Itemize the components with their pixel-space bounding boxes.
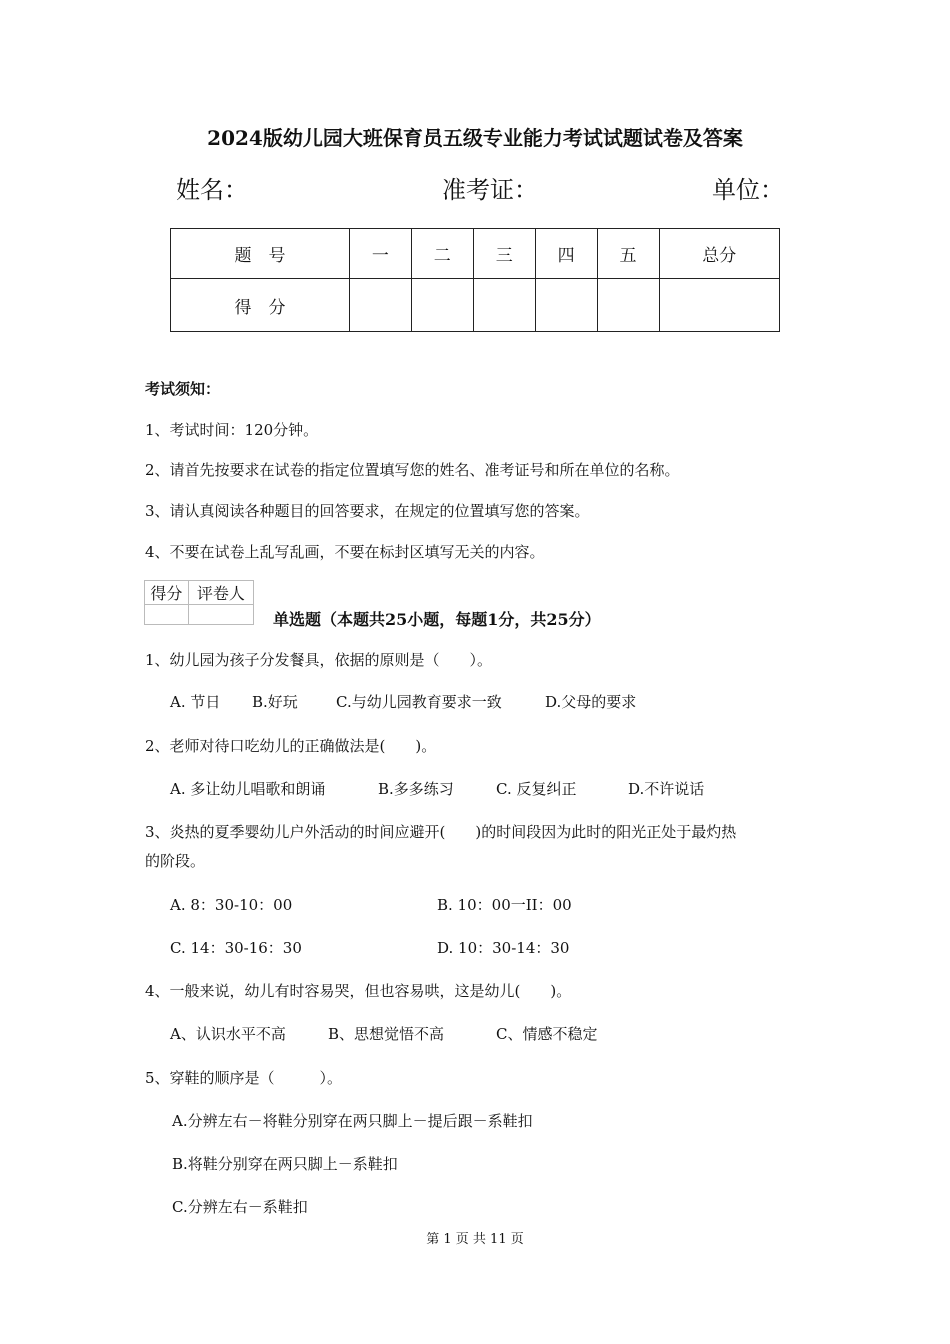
score-cell-total[interactable] bbox=[659, 279, 779, 332]
option-a: A.分辨左右－将鞋分别穿在两只脚上－提后跟－系鞋扣 bbox=[172, 1112, 533, 1130]
option-b: B.多多练习 bbox=[378, 780, 454, 798]
option-c: C.与幼儿园教育要求一致 bbox=[336, 693, 502, 711]
option-b: B. 10：00一II：00 bbox=[437, 896, 572, 914]
page-footer: 第 1 页 共 11 页 bbox=[426, 1232, 524, 1247]
grader-name-label: 评卷人 bbox=[188, 581, 253, 605]
option-c: C. 14：30-16：30 bbox=[170, 939, 302, 957]
option-d: D.不许说话 bbox=[628, 780, 705, 798]
grader-name-cell[interactable] bbox=[188, 605, 253, 625]
option-b: B、思想觉悟不高 bbox=[328, 1025, 445, 1043]
name-field-label: 姓名： bbox=[176, 176, 248, 204]
option-b: B.好玩 bbox=[252, 693, 298, 711]
grader-score-label: 得分 bbox=[145, 581, 189, 605]
score-table-header-label: 题 号 bbox=[171, 229, 350, 279]
grader-score-cell[interactable] bbox=[145, 605, 189, 625]
question-stem: 3、炎热的夏季婴幼儿户外活动的时间应避开( )的时间段因为此时的阳光正处于最灼热 bbox=[145, 823, 737, 841]
notice-item: 2、请首先按要求在试卷的指定位置填写您的姓名、准考证号和所在单位的名称。 bbox=[145, 461, 680, 479]
score-table-row-label: 得 分 bbox=[171, 279, 350, 332]
option-a: A. 多让幼儿唱歌和朗诵 bbox=[170, 780, 326, 798]
score-table-header-3: 三 bbox=[473, 229, 535, 279]
question-stem-continued: 的阶段。 bbox=[145, 852, 206, 870]
score-cell-4[interactable] bbox=[535, 279, 597, 332]
option-d: D.父母的要求 bbox=[545, 693, 637, 711]
question-stem: 2、老师对待口吃幼儿的正确做法是( )。 bbox=[145, 737, 437, 755]
question-stem: 4、一般来说，幼儿有时容易哭，但也容易哄，这是幼儿( )。 bbox=[145, 982, 572, 1000]
question-stem: 1、幼儿园为孩子分发餐具，依据的原则是（ ）。 bbox=[145, 651, 493, 669]
score-table-header-row bbox=[171, 229, 780, 279]
question-stem: 5、穿鞋的顺序是（ ）。 bbox=[145, 1069, 343, 1087]
notice-item: 3、请认真阅读各种题目的回答要求，在规定的位置填写您的答案。 bbox=[145, 502, 590, 520]
option-c: C.分辨左右－系鞋扣 bbox=[172, 1198, 308, 1216]
section-title: 单选题（本题共25小题，每题1分，共25分） bbox=[273, 610, 601, 629]
notice-item: 4、不要在试卷上乱写乱画，不要在标封区填写无关的内容。 bbox=[145, 543, 545, 561]
notice-heading: 考试须知： bbox=[145, 380, 221, 398]
page-title: 2024版幼儿园大班保育员五级专业能力考试试题试卷及答案 bbox=[207, 126, 743, 150]
score-table-header-2: 二 bbox=[411, 229, 473, 279]
score-table-header-5: 五 bbox=[597, 229, 659, 279]
option-a: A. 8：30-10：00 bbox=[170, 896, 293, 914]
option-c: C、情感不稳定 bbox=[496, 1025, 598, 1043]
unit-field-label: 单位： bbox=[712, 176, 784, 204]
option-b: B.将鞋分别穿在两只脚上－系鞋扣 bbox=[172, 1155, 398, 1173]
score-table-header-1: 一 bbox=[349, 229, 411, 279]
score-cell-3[interactable] bbox=[473, 279, 535, 332]
option-d: D. 10：30-14：30 bbox=[437, 939, 570, 957]
score-cell-2[interactable] bbox=[411, 279, 473, 332]
score-cell-5[interactable] bbox=[597, 279, 659, 332]
score-cell-1[interactable] bbox=[349, 279, 411, 332]
grader-box bbox=[144, 580, 254, 625]
option-c: C. 反复纠正 bbox=[496, 780, 577, 798]
score-table bbox=[170, 228, 780, 332]
option-a: A. 节日 bbox=[170, 693, 221, 711]
notice-item: 1、考试时间：120分钟。 bbox=[145, 421, 319, 439]
score-table-header-total: 总分 bbox=[659, 229, 779, 279]
option-a: A、认识水平不高 bbox=[170, 1025, 286, 1043]
score-table-score-row bbox=[171, 279, 780, 332]
exam-number-field-label: 准考证： bbox=[442, 176, 538, 204]
score-table-header-4: 四 bbox=[535, 229, 597, 279]
